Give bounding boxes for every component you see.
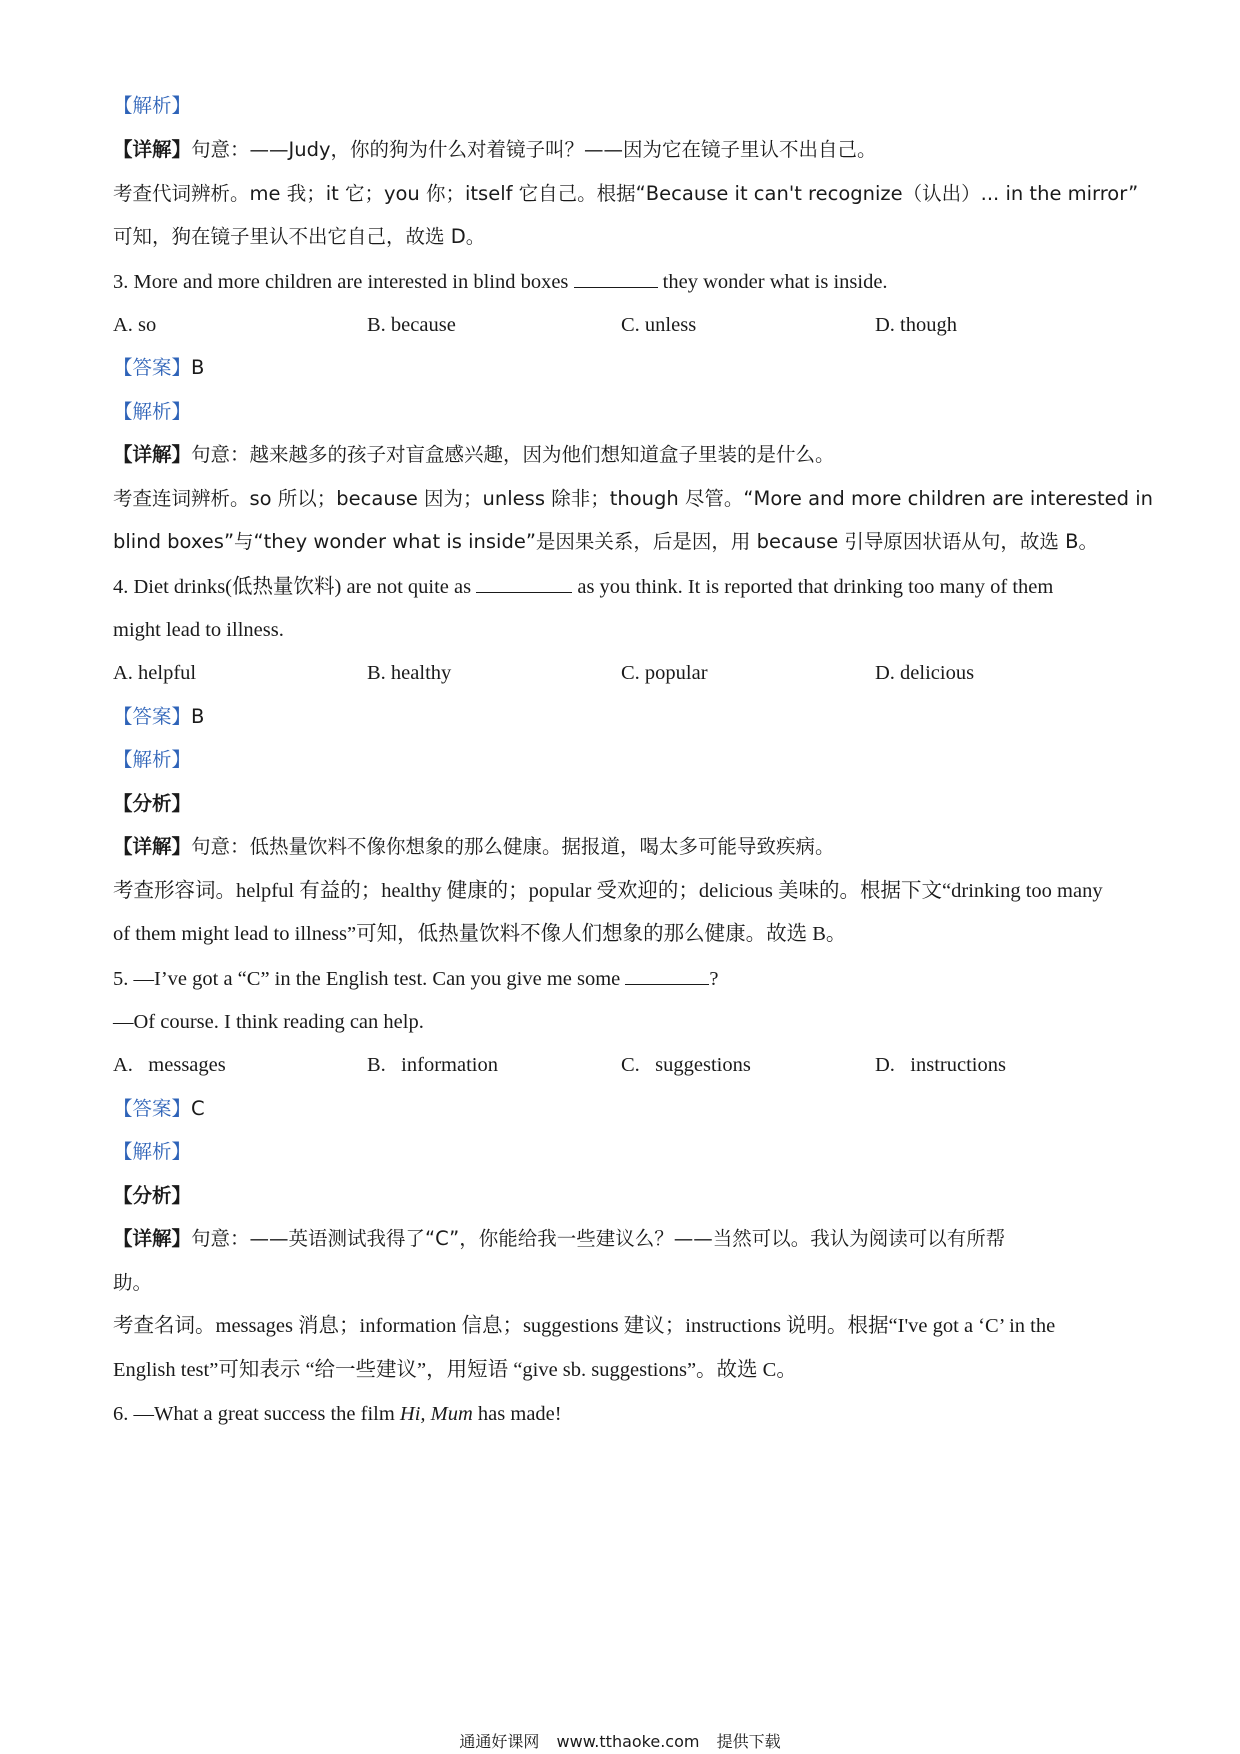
question-6: 6. —What a great success the film Hi, Mum has made! — [113, 1403, 562, 1425]
page-footer — [0, 1731, 1240, 1753]
footer-download-text: 提供下载 — [716, 1732, 781, 1751]
explanation-line: 考查形容词。helpful 有益的；healthy 健康的；popular 受欢迎的；delicious 美味的。根据下文“drinking too many — [113, 880, 1103, 902]
explanation-line: 考查连词辨析。so 所以；because 因为；unless 除非；though 尽管。“More and more children are interested in — [113, 487, 1153, 510]
explanation-line: 考查代词辨析。me 我；it 它；you 你；itself 它自己。根据“Because it can't recognize（认出）... in the mirror” — [113, 182, 1139, 205]
explanation-line: blind boxes”与“they wonder what is inside”是因果关系，后是因，用 because 引导原因状语从句，故选 B。 — [113, 530, 1098, 553]
explanation-line: 可知，狗在镜子里认不出它自己，故选 D。 — [113, 225, 486, 248]
question-3-options — [113, 307, 1133, 343]
option-d: D. though — [875, 314, 957, 336]
option-c: C. popular — [621, 662, 708, 684]
question-3: 3. More and more children are interested in blind boxes they wonder what is inside. — [113, 263, 1133, 299]
detail-explanation: 【详解】句意：低热量饮料不像你想象的那么健康。据报道，喝太多可能导致疾病。 — [113, 835, 835, 858]
question-5-reply: —Of course. I think reading can help. — [113, 1011, 424, 1033]
answer-blank — [625, 960, 709, 985]
analysis-heading: 【解析】 — [113, 400, 192, 423]
question-4: 4. Diet drinks(低热量饮料) are not quite as as you think. It is reported that drinking too many of them — [113, 568, 1133, 604]
analysis-heading: 【解析】 — [113, 94, 192, 117]
option-c: C. suggestions — [621, 1054, 751, 1076]
detail-explanation: 【详解】句意：越来越多的孩子对盲盒感兴趣，因为他们想知道盒子里装的是什么。 — [113, 443, 835, 466]
analysis-heading: 【解析】 — [113, 1140, 192, 1163]
explanation-line: 考查名词。messages 消息；information 信息；suggestions 建议；instructions 说明。根据“I've got a ‘C’ in the — [113, 1315, 1056, 1337]
footer-url[interactable]: www.tthaoke.com — [556, 1732, 700, 1751]
option-c: C. unless — [621, 314, 697, 336]
question-5-options — [113, 1047, 1133, 1083]
option-a: A. so — [113, 314, 157, 336]
detail-explanation-continued: 助。 — [113, 1271, 153, 1294]
question-5: 5. —I’ve got a “C” in the English test. Can you give me some ? — [113, 960, 1133, 996]
question-4-continued: might lead to illness. — [113, 619, 284, 641]
detail-explanation: 【详解】句意：——英语测试我得了“C”，你能给我一些建议么？——当然可以。我认为阅读可以有所帮 — [113, 1227, 1006, 1250]
answer-line: 【答案】B — [113, 705, 205, 728]
option-b: B. information — [367, 1054, 498, 1076]
option-a: A. messages — [113, 1054, 226, 1076]
explanation-line: English test”可知表示 “给一些建议”，用短语 “give sb. suggestions”。故选 C。 — [113, 1359, 797, 1381]
option-b: B. because — [367, 314, 456, 336]
option-d: D. instructions — [875, 1054, 1006, 1076]
analysis-heading: 【解析】 — [113, 748, 192, 771]
detail-explanation: 【详解】句意：——Judy，你的狗为什么对着镜子叫？——因为它在镜子里认不出自己。 — [113, 138, 877, 161]
answer-line: 【答案】C — [113, 1097, 205, 1120]
analysis-subheading: 【分析】 — [113, 792, 192, 815]
footer-site-name: 通通好课网 — [459, 1732, 540, 1751]
option-d: D. delicious — [875, 662, 975, 684]
option-a: A. helpful — [113, 662, 197, 684]
film-title: Hi, Mum — [399, 1403, 473, 1425]
explanation-line: of them might lead to illness”可知，低热量饮料不像人们想象的那么健康。故选 B。 — [113, 923, 847, 945]
option-b: B. healthy — [367, 662, 452, 684]
question-4-options — [113, 655, 1133, 691]
answer-line: 【答案】B — [113, 356, 205, 379]
answer-blank — [574, 263, 658, 288]
analysis-subheading: 【分析】 — [113, 1184, 192, 1207]
answer-blank — [476, 568, 572, 593]
